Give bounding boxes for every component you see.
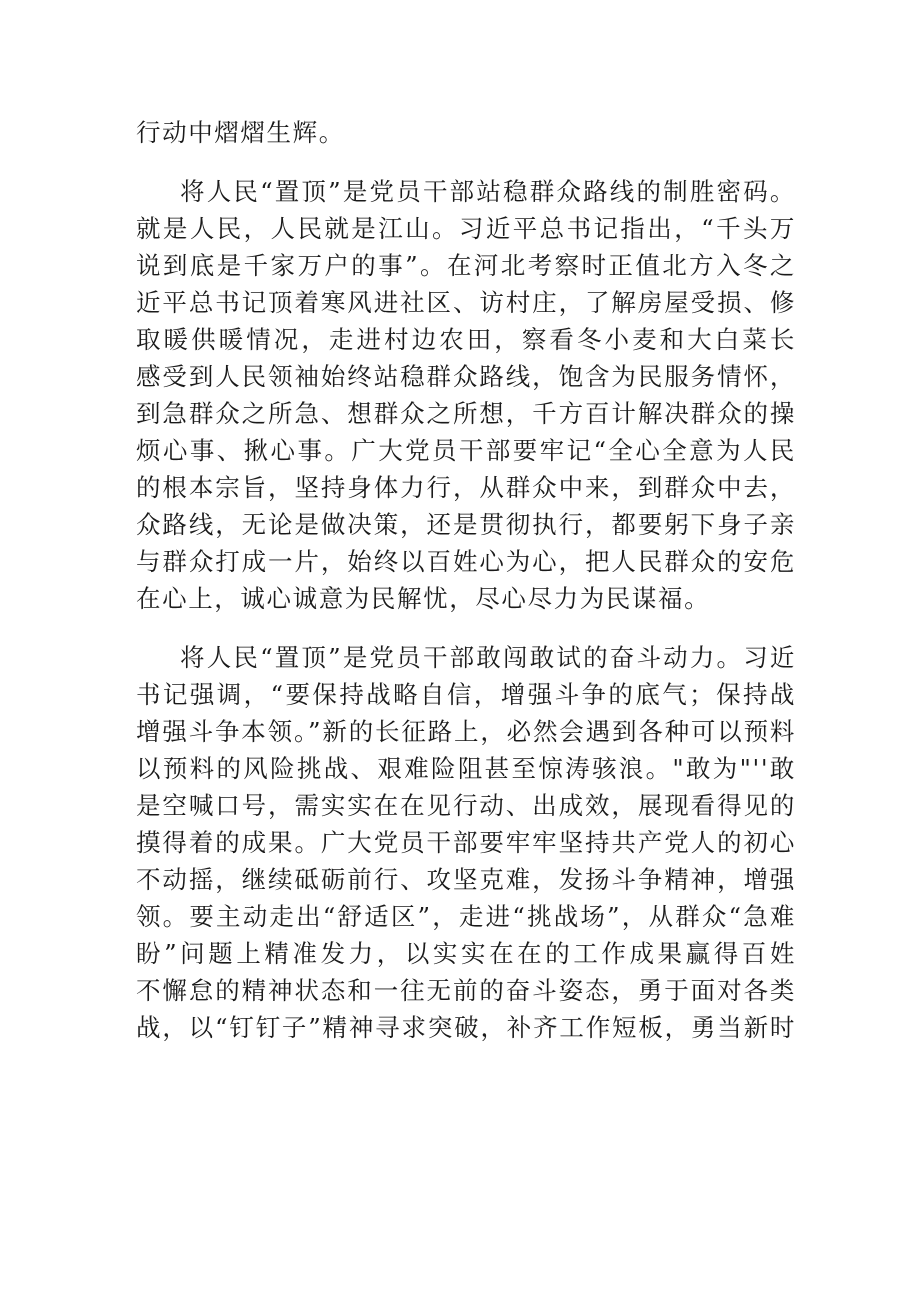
text-line: 就是人民，人民就是江山。习近平总书记指出，“千头万	[136, 214, 796, 243]
text-line: 行动中熠熠生辉。	[136, 118, 345, 147]
text-line: 增强斗争本领。”新的长征路上，必然会遇到各种可以预料	[136, 717, 796, 746]
paragraph-first-line: 将人民“置顶”是党员干部敢闯敢试的奋斗动力。习近	[180, 643, 796, 672]
text-line: 盼”问题上精准发力，以实实在在的工作成果赢得百姓	[136, 939, 796, 968]
text-line: 众路线，无论是做决策，还是贯彻执行，都要躬下身子亲	[136, 510, 796, 539]
text-line: 在心上，诚心诚意为民解忧，尽心尽力为民谋福。	[136, 584, 711, 613]
text-line: 的根本宗旨，坚持身体力行，从群众中来，到群众中去，	[136, 473, 796, 502]
text-line: 与群众打成一片，始终以百姓心为心，把人民群众的安危	[136, 547, 796, 576]
text-line: 到急群众之所急、想群众之所想，千方百计解决群众的操	[136, 399, 796, 428]
text-line: 战，以“钉钉子”精神寻求突破，补齐工作短板，勇当新时	[136, 1013, 796, 1042]
text-line: 摸得着的成果。广大党员干部要牢牢坚持共产党人的初心	[136, 828, 796, 857]
text-line: 取暖供暖情况，走进村边农田，察看冬小麦和大白菜长	[136, 325, 796, 354]
text-line: 烦心事、揪心事。广大党员干部要牢记“全心全意为人民	[136, 436, 796, 465]
text-line: 以预料的风险挑战、艰难险阻甚至惊涛骇浪。"敢为"''敢	[136, 754, 796, 783]
paragraph-first-line: 将人民“置顶”是党员干部站稳群众路线的制胜密码。	[180, 177, 796, 206]
text-line: 不动摇，继续砥砺前行、攻坚克难，发扬斗争精神，增强	[136, 865, 796, 894]
text-line: 书记强调，“要保持战略自信，增强斗争的底气；保持战	[136, 680, 796, 709]
text-line: 感受到人民领袖始终站稳群众路线，饱含为民服务情怀，	[136, 362, 796, 391]
text-line: 不懈怠的精神状态和一往无前的奋斗姿态，勇于面对各类	[136, 976, 796, 1005]
text-line: 说到底是千家万户的事”。在河北考察时正值北方入冬之	[136, 251, 796, 280]
text-line: 是空喊口号，需实实在在见行动、出成效，展现看得见的	[136, 791, 796, 820]
text-line: 领。要主动走出“舒适区”，走进“挑战场”，从群众“急难	[136, 902, 796, 931]
text-line: 近平总书记顶着寒风进社区、访村庄，了解房屋受损、修	[136, 288, 796, 317]
